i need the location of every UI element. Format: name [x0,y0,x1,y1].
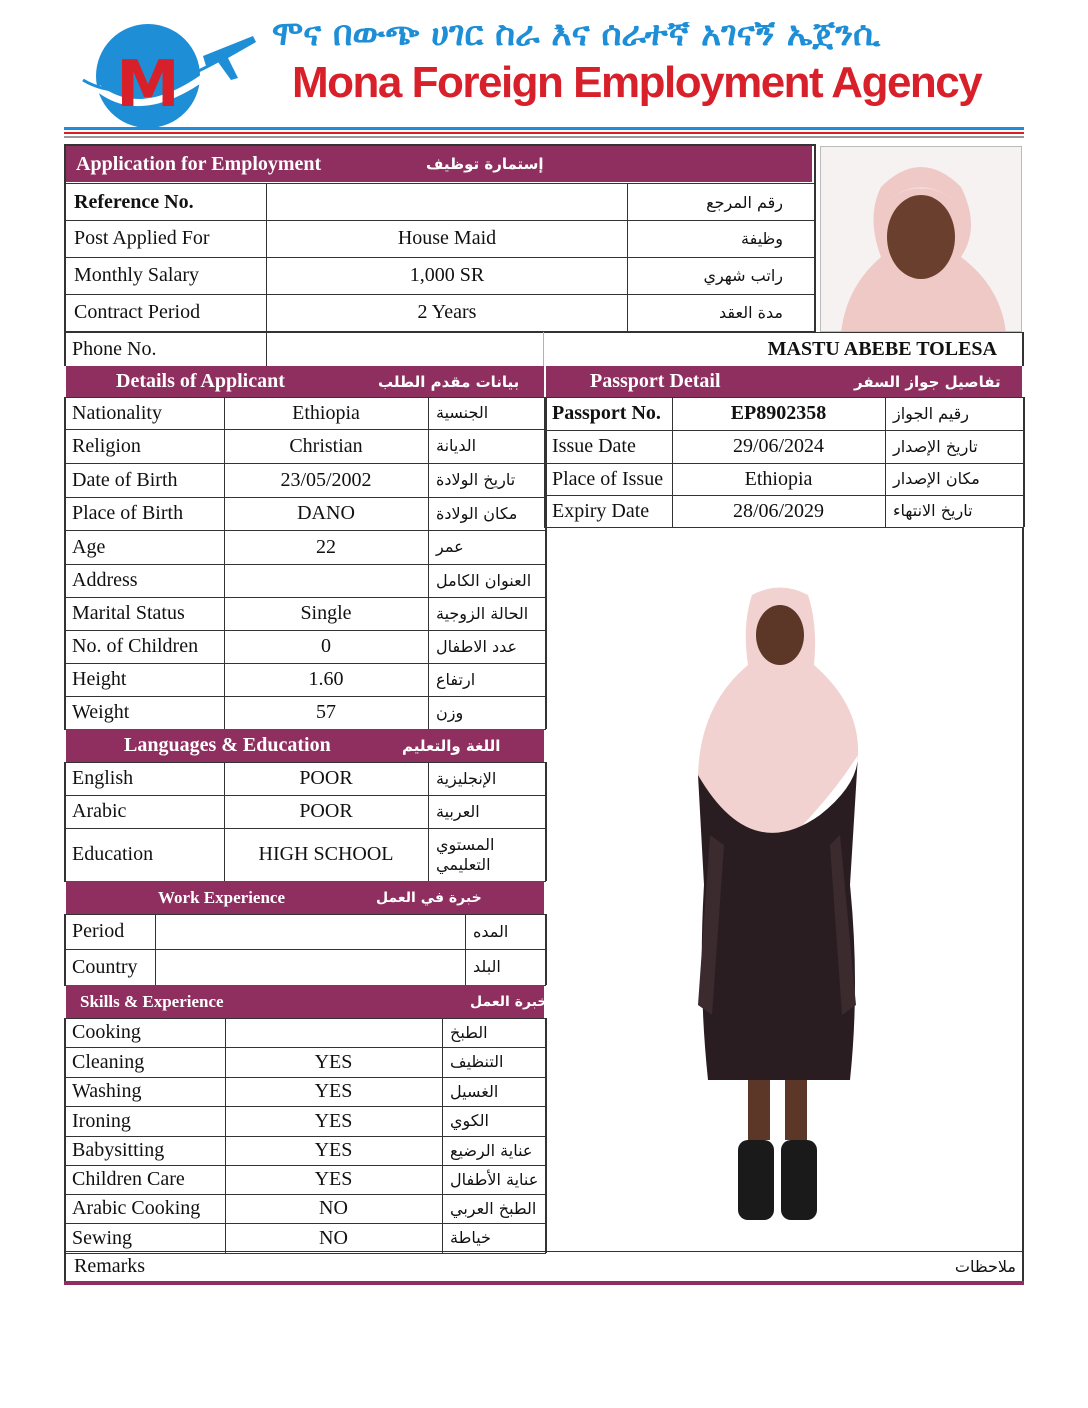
details-value: Christian [289,434,363,457]
remarks-bottom-bar [64,1281,1024,1285]
phone-value [268,333,542,365]
details-label: Place of Birth [72,502,184,524]
application-label-ar: راتب شهري [703,266,783,285]
header-divider-gray [64,136,1024,138]
passport-label: Place of Issue [552,467,664,490]
languages-title-en: Languages & Education [124,734,331,756]
skills-value: NO [319,1226,348,1249]
details-label: Date of Birth [72,468,178,491]
skills-label: Cleaning [72,1050,145,1073]
application-value [267,184,627,220]
details-value: DANO [297,502,355,524]
phone-label: Phone No. [72,337,157,360]
skills-label: Cooking [72,1021,141,1043]
work-title-ar: خبرة في العمل [376,889,482,906]
skills-label-ar: التنظيف [450,1052,504,1071]
details-value [224,564,428,597]
grid-line [1023,397,1025,527]
skills-value [225,1018,442,1047]
grid-line [224,762,225,881]
skills-label: Washing [72,1080,142,1102]
skills-value: YES [314,1139,353,1161]
details-label-ar: الجنسية [436,403,489,422]
grid-line [428,397,429,729]
details-label: Marital Status [72,602,185,624]
grid-line [64,1018,66,1253]
work-value [155,914,465,949]
grid-line [544,397,546,527]
skills-label: Ironing [72,1109,131,1132]
application-label-ar: مدة العقد [719,303,783,322]
grid-line [64,397,66,729]
work-title-en: Work Experience [158,887,286,907]
skills-value: YES [314,1168,353,1190]
languages-header-bar [66,729,544,762]
skills-header-bar [66,985,548,1018]
grid-line [544,527,1024,528]
application-label: Post Applied For [74,227,210,249]
details-value: Single [300,602,352,624]
details-value: 57 [316,701,336,723]
application-value: 2 Years [417,301,477,323]
skills-label-ar: الطبخ [450,1022,488,1042]
work-label: Period [72,920,125,942]
grid-line [155,914,156,985]
languages-label: Education [72,843,154,865]
skills-label: Children Care [72,1168,185,1190]
details-label-ar: عدد الاطفال [436,636,518,656]
details-title-ar: بيانات مقدم الطلب [378,372,520,391]
skills-title-en: Skills & Experience [80,991,224,1011]
details-label: Age [72,535,106,558]
details-label: No. of Children [72,635,199,657]
work-value [155,949,465,985]
passport-value: EP8902358 [730,402,827,424]
languages-value: HIGH SCHOOL [258,843,394,865]
application-label: Contract Period [74,301,201,323]
header-divider [64,127,1024,130]
languages-title-ar: اللغة والتعليم [402,736,501,755]
details-label-ar: وزن [436,702,464,722]
applicant-portrait-photo [820,146,1022,332]
passport-value: 28/06/2029 [732,499,825,522]
details-label: Address [72,569,138,591]
header-divider-red [64,132,1024,134]
work-label: Country [72,955,138,978]
application-value: 1,000 SR [409,264,485,286]
grid-line [442,1018,443,1253]
remarks-label: Remarks [74,1255,146,1277]
skills-value: NO [319,1197,348,1219]
application-value: House Maid [397,227,497,249]
skills-label: Sewing [72,1226,132,1249]
passport-title-en: Passport Detail [590,370,721,392]
details-label-ar: الحالة الزوجية [436,603,529,623]
skills-label: Arabic Cooking [72,1197,201,1219]
details-value: 1.60 [308,668,344,690]
remarks-label-ar: ملاحظات [954,1257,1016,1276]
skills-value: YES [314,1109,353,1132]
grid-line [672,397,673,527]
details-value: 22 [316,535,336,558]
passport-header-bar [546,366,1022,397]
grid-line [545,762,547,881]
skills-label-ar: الغسيل [450,1081,499,1101]
application-label-ar: وظيفة [741,229,783,248]
passport-label: Issue Date [552,435,636,457]
skills-title-ar: خبرة العمل [470,993,548,1010]
skills-label-ar: الكوي [450,1111,489,1130]
applicant-name: MASTU ABEBE TOLESA [767,337,997,360]
passport-value: Ethiopia [744,467,813,490]
details-label-ar: عمر [436,537,464,556]
amharic-title: ሞና በውጭ ሀገር ስራ እና ሰራተኛ አገናኝ ኤጀንሲ [272,14,881,54]
application-label: Monthly Salary [74,264,199,286]
logo-letter: M [116,48,180,122]
applicant-full-body-photo [690,585,865,1225]
grid-line [225,1018,226,1253]
grid-line [885,397,886,527]
details-value: 0 [321,635,331,657]
work-label-ar: البلد [473,957,501,976]
details-label: Religion [72,434,141,457]
details-label-ar: ارتفاع [436,669,476,689]
details-header-bar [66,366,544,397]
passport-value: 29/06/2024 [732,435,825,457]
passport-label-ar: رقيم الجواز [893,403,970,423]
skills-label: Babysitting [72,1139,165,1161]
passport-label-ar: تاريخ الإصدار [893,436,978,456]
grid-line [266,184,267,332]
passport-title-ar: تفاصيل جواز السفر [854,372,1001,391]
work-header-bar [66,881,544,914]
languages-label-ar: الإنجليزية [436,768,497,788]
grid-line [627,184,628,332]
languages-label: English [72,767,134,789]
details-title-en: Details of Applicant [116,370,285,392]
skills-label-ar: عناية الأطفال [450,1169,539,1189]
passport-label-ar: مكان الإصدار [893,469,980,488]
agency-logo [78,18,258,128]
grid-line [224,397,225,729]
details-label-ar: تاريخ الولادة [436,470,516,489]
skills-label-ar: خياطة [450,1228,491,1247]
languages-value: POOR [299,800,353,822]
application-label-ar: رقم المرجع [706,192,783,212]
details-value: Ethiopia [292,401,360,424]
passport-label: Passport No. [552,402,661,424]
skills-label-ar: الطبخ العربي [450,1198,537,1218]
grid-line [428,762,429,881]
passport-label: Expiry Date [552,499,650,522]
grid-line [465,914,466,985]
skills-value: YES [314,1050,353,1073]
grid-line [545,1018,547,1253]
application-title-ar: إستمارة توظيف [426,155,544,173]
work-label-ar: المده [473,921,509,941]
application-label: Reference No. [74,190,194,213]
details-label-ar: الديانة [436,436,477,455]
details-value: 23/05/2002 [280,468,372,491]
application-header-bar [66,146,812,182]
details-label-ar: العنوان الكامل [436,570,532,590]
languages-value: POOR [299,767,353,789]
grid-line [64,914,66,985]
languages-label-ar: المستوي التعليمي [436,834,495,874]
grid-line [64,762,66,881]
english-title: Mona Foreign Employment Agency [292,58,982,107]
details-label-ar: مكان الولادة [436,503,518,523]
languages-label: Arabic [72,800,127,822]
passport-label-ar: تاريخ الانتهاء [893,501,973,520]
details-label: Nationality [72,401,162,424]
skills-value: YES [314,1080,353,1102]
application-title-en: Application for Employment [76,152,322,175]
details-label: Height [72,668,127,690]
grid-line [545,914,547,985]
details-label: Weight [72,701,130,723]
skills-label-ar: عناية الرضيع [450,1140,533,1160]
languages-label-ar: العربية [436,801,480,821]
